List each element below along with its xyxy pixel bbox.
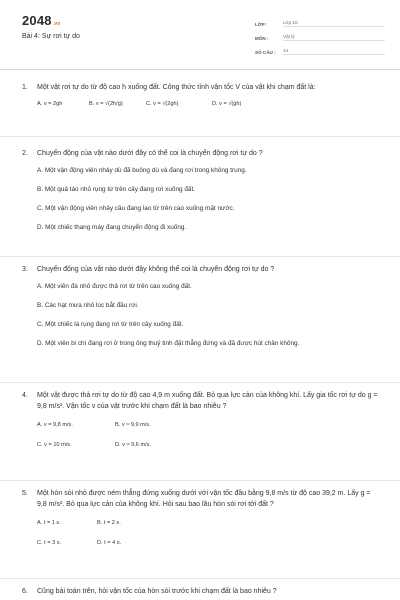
question-divider	[0, 382, 400, 383]
option-d[interactable]: D. Một chiếc thang máy đang chuyển động đi xuống.	[37, 224, 187, 231]
lesson-title: Bài 4: Sự rơi tự do	[22, 33, 80, 40]
option-d[interactable]: D. t = 4 s.	[97, 540, 122, 546]
option-c[interactable]: C. v = 10 m/s.	[37, 442, 72, 448]
option-d[interactable]: D. Một viên bi chì đang rơi ở trong ống thuỷ tinh đặt thẳng đứng và đã được hút chân không.	[37, 340, 300, 347]
option-c[interactable]: C. t = 3 s.	[37, 540, 62, 546]
question-number: 4.	[22, 392, 28, 399]
question-4	[22, 390, 380, 451]
page-header	[0, 0, 400, 68]
option-b[interactable]: B. v ≈ 9,9 m/s.	[115, 422, 151, 428]
question-stem: Một hòn sỏi nhỏ được ném thẳng đứng xuống dưới với vận tốc đầu bằng 9,8 m/s từ độ cao 39,2 m. Lấy g = 9,8 m/s². Bỏ qua lực cản của không khí. Hỏi sau bao lâu hòn sỏi rơi tới đất ?	[37, 490, 371, 508]
question-number: 2.	[22, 150, 28, 157]
option-c[interactable]: C. v = √(2gh)	[146, 101, 179, 107]
option-d[interactable]: D. v = √(gh)	[212, 101, 242, 107]
question-1	[22, 82, 380, 110]
question-stem: Một vật rơi tự do từ độ cao h xuống đất. Công thức tính vận tốc V của vật khi chạm đất là:	[37, 84, 316, 91]
option-c[interactable]: C. Một chiếc lá rụng đang rơi từ trên cây xuống đất.	[37, 321, 184, 328]
question-divider	[0, 480, 400, 481]
meta-block	[255, 15, 385, 57]
logo-text: 2048	[22, 13, 52, 28]
option-b[interactable]: B. v = √(2h/g)	[89, 101, 123, 107]
header-divider	[0, 69, 400, 70]
option-b[interactable]: B. Các hạt mưa nhỏ lúc bắt đầu rơi.	[37, 302, 139, 309]
meta-label: SỐ CÂU :	[255, 50, 276, 55]
question-5	[22, 488, 380, 549]
answer-options-row-1	[37, 420, 380, 431]
option-d[interactable]: D. v ≈ 9,6 m/s.	[115, 442, 152, 448]
meta-row-count	[255, 43, 385, 55]
question-number: 1.	[22, 84, 28, 91]
answer-options-row-2	[37, 538, 380, 549]
logo-suffix: .vn	[52, 21, 61, 27]
option-a[interactable]: A. t = 1 s.	[37, 520, 61, 526]
meta-label: MÔN :	[255, 36, 269, 41]
option-b[interactable]: B. t = 2 s.	[97, 520, 121, 526]
answer-options-row-2	[37, 440, 380, 451]
question-number: 5.	[22, 490, 28, 497]
option-a[interactable]: A. v = 2gh	[37, 101, 63, 107]
meta-row-class	[255, 15, 385, 27]
question-divider	[0, 256, 400, 257]
question-stem: Chuyển động của vật nào dưới đây có thể coi là chuyển động rơi tự do ?	[37, 150, 263, 157]
option-b[interactable]: B. Một quả táo nhỏ rụng từ trên cây đang rơi xuống đất.	[37, 186, 196, 193]
meta-label: LỚP :	[255, 22, 268, 27]
question-2	[22, 148, 380, 232]
answer-options	[37, 99, 380, 110]
site-logo[interactable]	[22, 13, 61, 28]
question-stem: Cũng bài toán trên, hỏi vận tốc của hòn sỏi trước khi chạm đất là bao nhiêu ?	[37, 588, 277, 595]
question-divider	[0, 136, 400, 137]
meta-value: Lớp 10	[283, 20, 385, 27]
meta-value: Vật lý	[283, 34, 385, 41]
option-c[interactable]: C. Một vận động viên nhảy cầu đang lao từ trên cao xuống mặt nước.	[37, 205, 235, 212]
option-a[interactable]: A. v = 9,8 m/s.	[37, 422, 73, 428]
question-6	[22, 586, 380, 597]
question-stem: Một vật được thả rơi tự do từ độ cao 4,9 m xuống đất. Bỏ qua lực cản của không khí. Lấy gia tốc rơi tự do g = 9,8 m/s². Vận tốc v của vật trước khi chạm đất là bao nhiêu ?	[37, 392, 378, 410]
option-a[interactable]: A. Một viên đá nhỏ được thả rơi từ trên cao xuống đất.	[37, 283, 192, 290]
question-divider	[0, 578, 400, 579]
question-3	[22, 264, 380, 348]
question-number: 6.	[22, 588, 28, 595]
answer-options-row-1	[37, 518, 380, 529]
option-a[interactable]: A. Một vận động viên nhảy dù đã buông dù và đang rơi trong không trung.	[37, 167, 247, 174]
question-number: 3.	[22, 266, 28, 273]
meta-row-subject	[255, 29, 385, 41]
meta-value: 14	[283, 48, 385, 55]
question-stem: Chuyển động của vật nào dưới đây không thể coi là chuyển động rơi tự do ?	[37, 266, 275, 273]
